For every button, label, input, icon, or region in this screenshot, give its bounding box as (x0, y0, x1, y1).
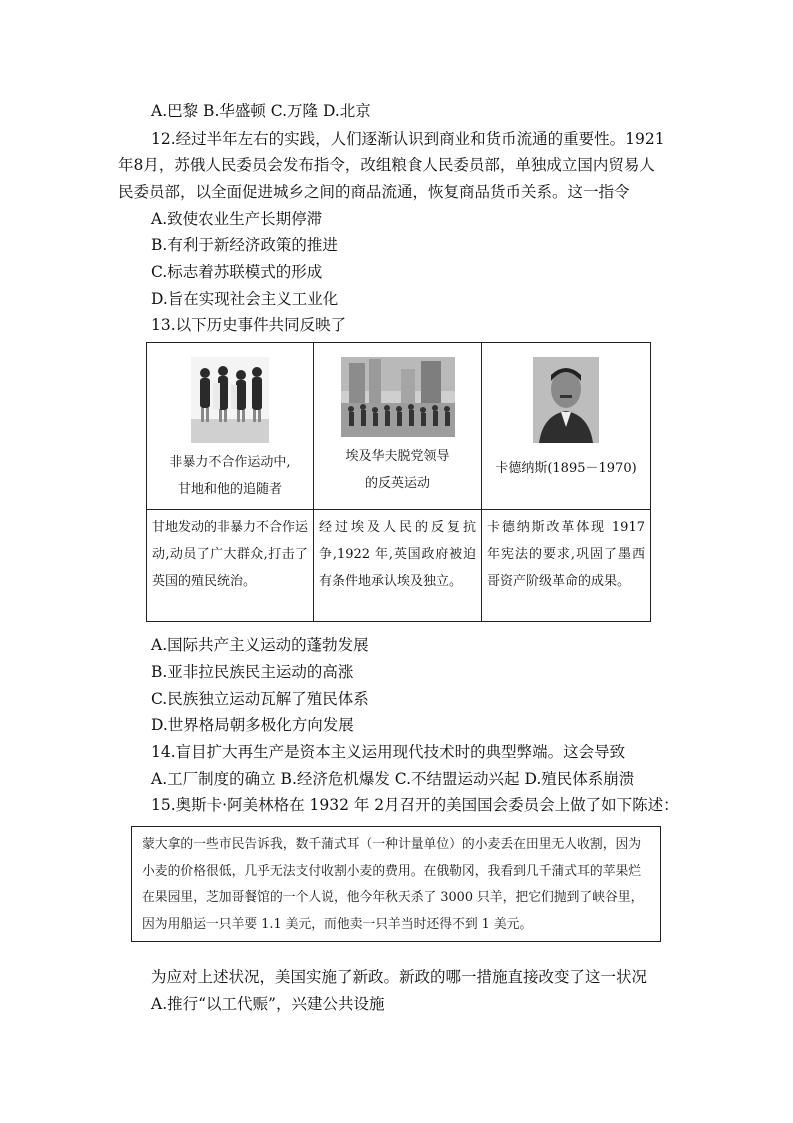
q13-cell-cardenas (482, 343, 651, 510)
egypt-protest-photo (341, 357, 455, 437)
q13-table (146, 342, 651, 622)
q12-option-a: A.致使农业生产长期停滞 (151, 210, 323, 228)
q13-caption-gandhi-1: 非暴力不合作运动中, (169, 455, 291, 470)
q14-options: A.工厂制度的确立 B.经济危机爆发 C.不结盟运动兴起 D.殖民体系崩溃 (151, 770, 635, 788)
cardenas-portrait-photo (533, 357, 599, 443)
q13-desc-gandhi: 甘地发动的非暴力不合作运动,动员了广大群众,打击了英国的殖民统治。 (147, 510, 314, 622)
q13-option-c: C.民族独立运动瓦解了殖民体系 (151, 690, 369, 708)
q15-followup: 为应对上述状况，美国实施了新政。新政的哪一措施直接改变了这一状况 (151, 968, 648, 986)
q13-desc-cardenas: 卡德纳斯改革体现 1917 年宪法的要求,巩固了墨西哥资产阶级革命的成果。 (482, 510, 651, 622)
q13-desc-egypt: 经过埃及人民的反复抗争,1922 年,英国政府被迫有条件地承认埃及独立。 (314, 510, 482, 622)
q15-stem: 15.奥斯卡·阿美林格在 1932 年 2月召开的美国国会委员会上做了如下陈述： (151, 796, 679, 814)
q12-stem-line2: 年8月，苏俄人民委员会发布指令，改组粮食人民委员部，单独成立国内贸易人 (118, 156, 655, 174)
q14-stem: 14.盲目扩大再生产是资本主义运用现代技术时的典型弊端。这会导致 (151, 743, 626, 761)
q13-caption-egypt-1: 埃及华夫脱党领导 (345, 449, 450, 464)
q12-option-c: C.标志着苏联模式的形成 (151, 263, 323, 281)
q13-cell-egypt (314, 343, 482, 510)
q13-caption-gandhi-2: 甘地和他的追随者 (177, 482, 282, 497)
q13-caption-cardenas: 卡德纳斯(1895－1970) (495, 461, 637, 476)
q15-quote-box: 蒙大拿的一些市民告诉我，数千蒲式耳（一种计量单位）的小麦丢在田里无人收割，因为小麦的价格很低，几乎无法支付收割小麦的费用。在俄勒冈，我看到几千蒲式耳的苹果烂在果园里，芝加哥餐馆的一个人说，他今年秋天杀了 3000 只羊，把它们抛到了峡谷里，因为用船运一只羊要 1.1 美元，而他卖一只羊当时还得不到 1 美元。 (131, 826, 661, 942)
q12-option-d: D.旨在实现社会主义工业化 (151, 290, 339, 308)
gandhi-march-photo (191, 357, 269, 443)
q13-option-d: D.世界格局朝多极化方向发展 (151, 716, 354, 734)
q13-stem: 13.以下历史事件共同反映了 (151, 316, 347, 334)
q13-cell-gandhi (147, 343, 314, 510)
q12-option-b: B.有利于新经济政策的推进 (151, 236, 338, 254)
q11-options: A.巴黎 B.华盛顿 C.万隆 D.北京 (151, 102, 371, 120)
q13-caption-egypt-2: 的反英运动 (364, 476, 430, 491)
q13-option-a: A.国际共产主义运动的蓬勃发展 (151, 636, 369, 654)
q15-option-a: A.推行“以工代赈”，兴建公共设施 (151, 995, 385, 1013)
q13-option-b: B.亚非拉民族民主运动的高涨 (151, 663, 354, 681)
q12-stem-line1: 12.经过半年左右的实践，人们逐渐认识到商业和货币流通的重要性。1921 (151, 130, 665, 148)
q12-stem-line3: 民委员部，以全面促进城乡之间的商品流通，恢复商品货币关系。这一指令 (118, 183, 630, 201)
